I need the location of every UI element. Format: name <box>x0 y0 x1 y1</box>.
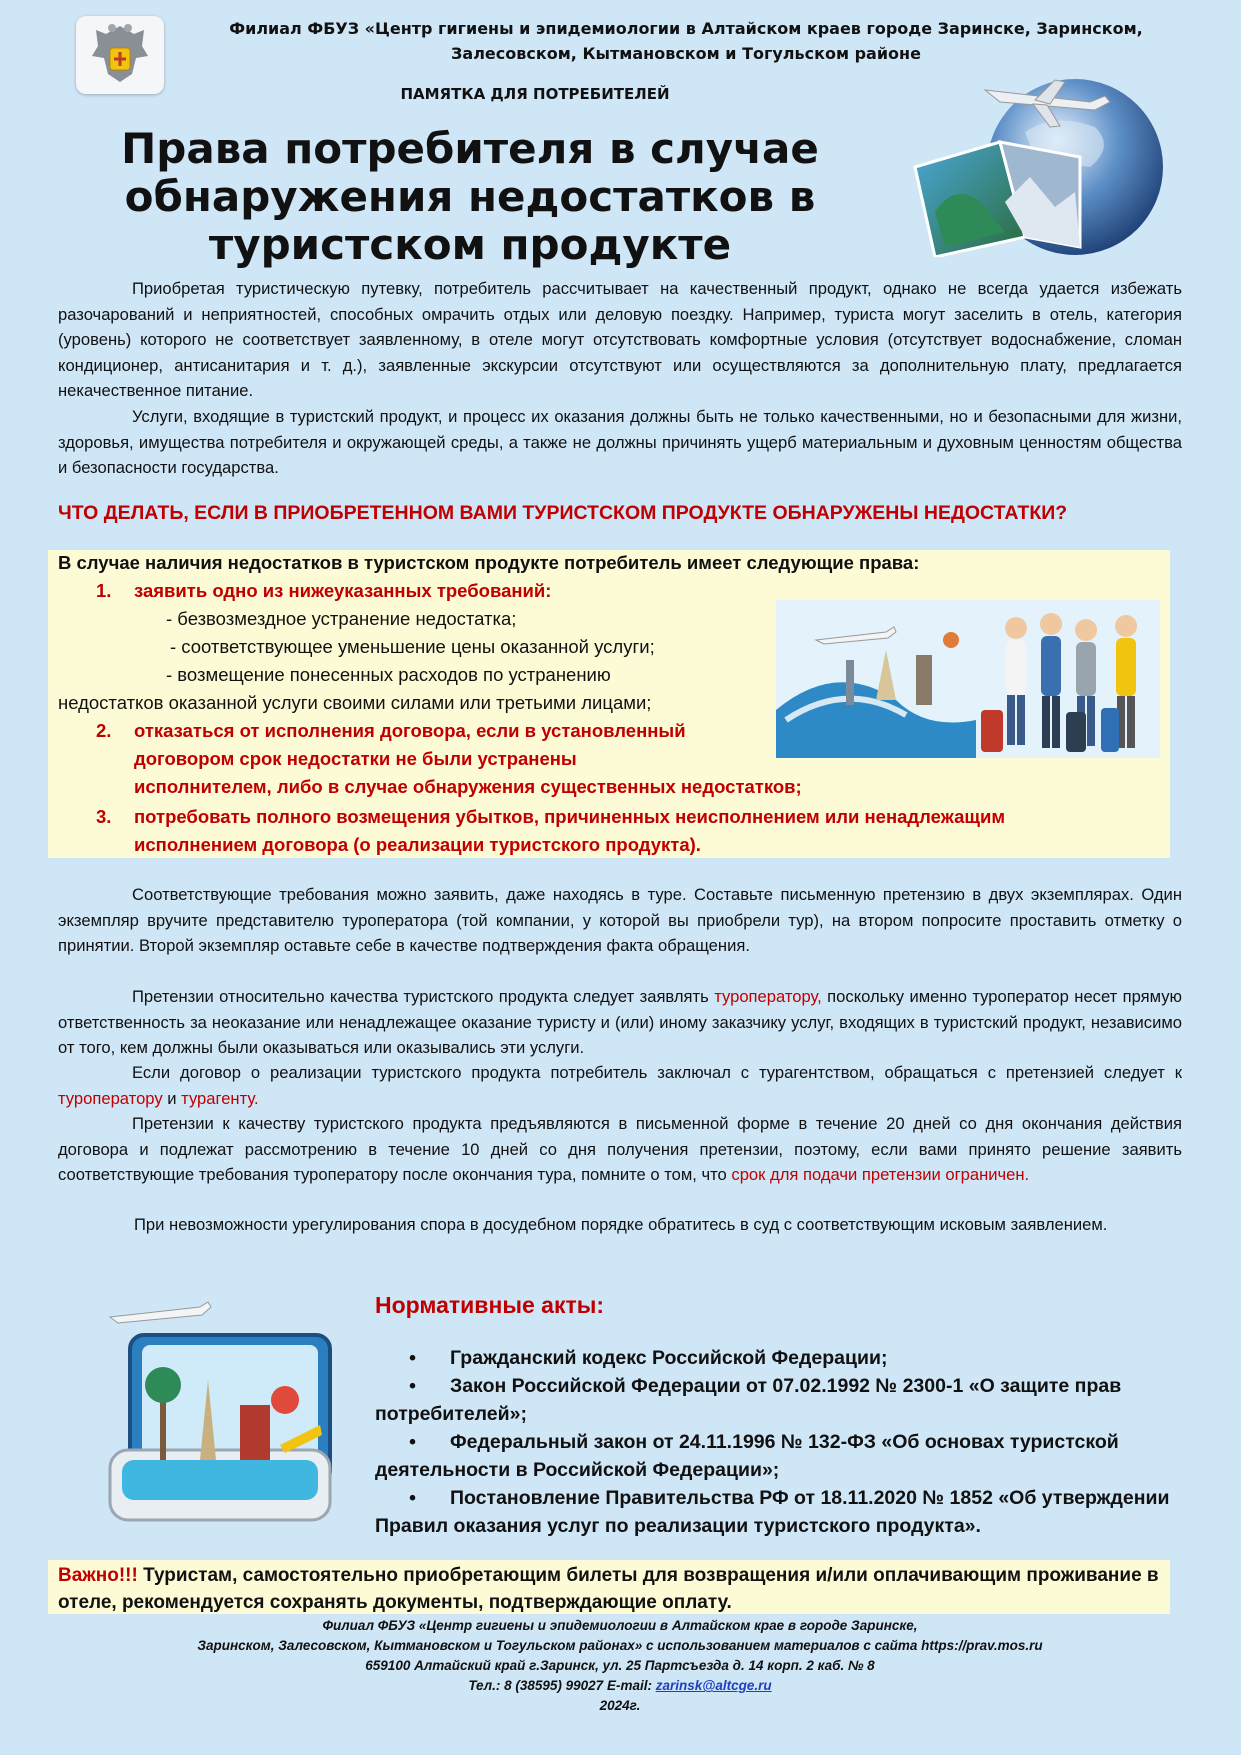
regulation-text-3: Федеральный закон от 24.11.1996 № 132-ФЗ «Об основах туристской деятельности в Российской Федерации»; <box>375 1431 1119 1481</box>
body-p2-text-start: Претензии относительно качества туристского продукта следует заявлять <box>132 987 715 1006</box>
rospotrebnadzor-emblem <box>76 16 164 94</box>
important-text: Туристам, самостоятельно приобретающим билеты для возвращения и/или оплачивающим проживание в отеле, рекомендуется сохранять документы, подтверждающие оплату. <box>58 1565 1159 1613</box>
body-p4-deadline-warning: срок для подачи претензии ограничен. <box>731 1165 1030 1184</box>
body-p3-travel-agent: турагенту. <box>181 1088 259 1108</box>
regulation-item-4 <box>375 1484 1175 1540</box>
org-line-1: Филиал ФБУЗ «Центр гигиены и эпидемиологии в Алтайском краев городе Заринске, Заринском, <box>229 19 1143 38</box>
important-note <box>58 1562 1168 1616</box>
footer-year: 2024г. <box>599 1698 641 1713</box>
body-p3-tour-operator: туроператору <box>58 1088 163 1108</box>
body-p2-tour-operator: туроператору, <box>714 987 822 1006</box>
page-title <box>100 125 840 269</box>
regulation-text-2: Закон Российской Федерации от 07.02.1992 № 2300-1 «О защите прав потребителей»; <box>375 1375 1122 1425</box>
rights-intro: В случае наличия недостатков в туристском продукте потребитель имеет следующие права: <box>58 552 920 573</box>
footer <box>140 1616 1100 1716</box>
body-paragraph-2 <box>58 984 1182 1061</box>
bullet-icon: • <box>409 1431 416 1453</box>
bullet-icon: • <box>409 1375 416 1397</box>
bullet-icon: • <box>409 1347 416 1369</box>
tourists-illustration <box>776 600 1160 758</box>
body-p2-text-end: поскольку именно туроператор несет прямую ответственность за неоказание или ненадлежащее оказание туристу и (или) иному заказчику услуг, входящих в туристский продукт, независимо от того, кем должны были оказываться или оказывались эти услуги. <box>58 987 1182 1057</box>
important-label: Важно!!! <box>58 1565 138 1586</box>
rights-item-2b: договором срок недостатки не были устранены <box>134 748 577 769</box>
intro-paragraph-2: Услуги, входящие в туристский продукт, и процесс их оказания должны быть не только качественными, но и безопасными для жизни, здоровья, имущества потребителя и окружающей среды, а также не должны причинять ущерб материальным и духовным ценностям общества и безопасности государства. <box>58 407 1182 477</box>
memo-label: ПАМЯТКА ДЛЯ ПОТРЕБИТЕЛЕЙ <box>400 85 670 103</box>
organization-header <box>206 16 1166 66</box>
body-p3-and: и <box>162 1088 182 1108</box>
body-p4-text-start: Претензии к качеству туристского продукта предъявляются в письменной форме в течение 20 дней со дня окончания действия договора и подлежат рассмотрению в течение 10 дней со дня получения претензии, поэтому, если вами принято решение заявить соответствующие требования туроператору после окончания тура, помните о том, что <box>58 1114 1182 1184</box>
regulation-item-2 <box>375 1372 1175 1428</box>
rights-sub-item-3b: недостатков оказанной услуги своими силами или третьими лицами; <box>58 692 652 713</box>
rights-item-2c: исполнителем, либо в случае обнаружения существенных недостатков; <box>134 776 802 797</box>
body-p3-text-start: Если договор о реализации туристского продукта потребитель заключал с турагентством, обращаться с претензией следует к <box>132 1063 1182 1082</box>
regulation-item-1 <box>375 1344 1175 1372</box>
body-paragraph-5: При невозможности урегулирования спора в досудебном порядке обратитесь в суд с соответствующим исковым заявлением. <box>134 1215 1108 1234</box>
regulations-heading: Нормативные акты: <box>375 1292 605 1318</box>
body-paragraph-4 <box>58 1111 1182 1188</box>
rights-sub-item-2: - соответствующее уменьшение цены оказанной услуги; <box>170 636 655 657</box>
rights-number-1: 1. <box>96 580 112 601</box>
globe-airplane-illustration <box>905 72 1170 257</box>
rights-sub-item-1: - безвозмездное устранение недостатка; <box>166 608 517 629</box>
footer-email-link[interactable]: zarinsk@altcge.ru <box>655 1678 772 1693</box>
rights-number-2: 2. <box>96 720 112 741</box>
intro-paragraph-1: Приобретая туристическую путевку, потребитель рассчитывает на качественный продукт, однако не всегда удается избежать разочарований и неприятностей, способных омрачить отдых или деловую поездку. Например, туриста могут заселить в отель, категория (уровень) которого не соответствует заявленному, в отеле могут отсутствовать комфортные условия (отсутствует водоснабжение, сломан кондиционер, антисанитария и т. д.), заявленные экскурсии отсутствуют или осуществляются за дополнительную плату, предлагается некачественное питание. <box>58 279 1182 400</box>
body-paragraph-1: Соответствующие требования можно заявить, даже находясь в туре. Составьте письменную претензию в двух экземплярах. Один экземпляр вручите представителю туроператора (той компании, у которой вы приобрели тур), на втором попросите проставить отметку о принятии. Второй экземпляр оставьте себе в качестве подтверждения факта обращения. <box>58 885 1182 955</box>
rights-sub-item-3a: - возмещение понесенных расходов по устранению <box>166 664 611 685</box>
rights-item-3a: потребовать полного возмещения убытков, причиненных неисполнением или ненадлежащим <box>134 806 1006 827</box>
org-line-2: Залесовском, Кытмановском и Тогульском районе <box>451 44 921 63</box>
footer-contacts <box>140 1676 1100 1696</box>
body-paragraph-3 <box>58 1060 1182 1111</box>
suitcase-travel-illustration <box>90 1285 350 1535</box>
bullet-icon: • <box>409 1487 416 1509</box>
regulation-item-3 <box>375 1428 1175 1484</box>
regulation-text-1: Гражданский кодекс Российской Федерации; <box>450 1347 888 1369</box>
rights-item-3b: исполнением договора (о реализации туристского продукта). <box>134 834 701 855</box>
footer-line-1: Филиал ФБУЗ «Центр гигиены и эпидемиологии в Алтайском крае в городе Заринске, <box>322 1618 918 1633</box>
footer-line-2: Заринском, Залесовском, Кытмановском и Тогульском районах» с использованием материалов с сайта https://prav.mos.ru <box>197 1638 1043 1653</box>
rights-number-3: 3. <box>96 806 112 827</box>
footer-phone: Тел.: 8 (38595) 99027 E-mail: <box>468 1678 656 1693</box>
rights-item-1: заявить одно из нижеуказанных требований: <box>134 580 552 601</box>
title-line-1: Права потребителя в случае <box>121 124 819 173</box>
regulation-text-4: Постановление Правительства РФ от 18.11.2020 № 1852 «Об утверждении Правил оказания услуг по реализации туристского продукта». <box>375 1487 1170 1537</box>
rights-item-2a: отказаться от исполнения договора, если в установленный <box>134 720 686 741</box>
footer-address: 659100 Алтайский край г.Заринск, ул. 25 Партсъезда д. 14 корп. 2 каб. № 8 <box>365 1658 875 1673</box>
section-question-heading: ЧТО ДЕЛАТЬ, ЕСЛИ В ПРИОБРЕТЕННОМ ВАМИ ТУРИСТСКОМ ПРОДУКТЕ ОБНАРУЖЕНЫ НЕДОСТАТКИ? <box>58 502 1068 524</box>
title-line-2: обнаружения недостатков в <box>124 172 816 221</box>
title-line-3: туристском продукте <box>208 220 732 269</box>
